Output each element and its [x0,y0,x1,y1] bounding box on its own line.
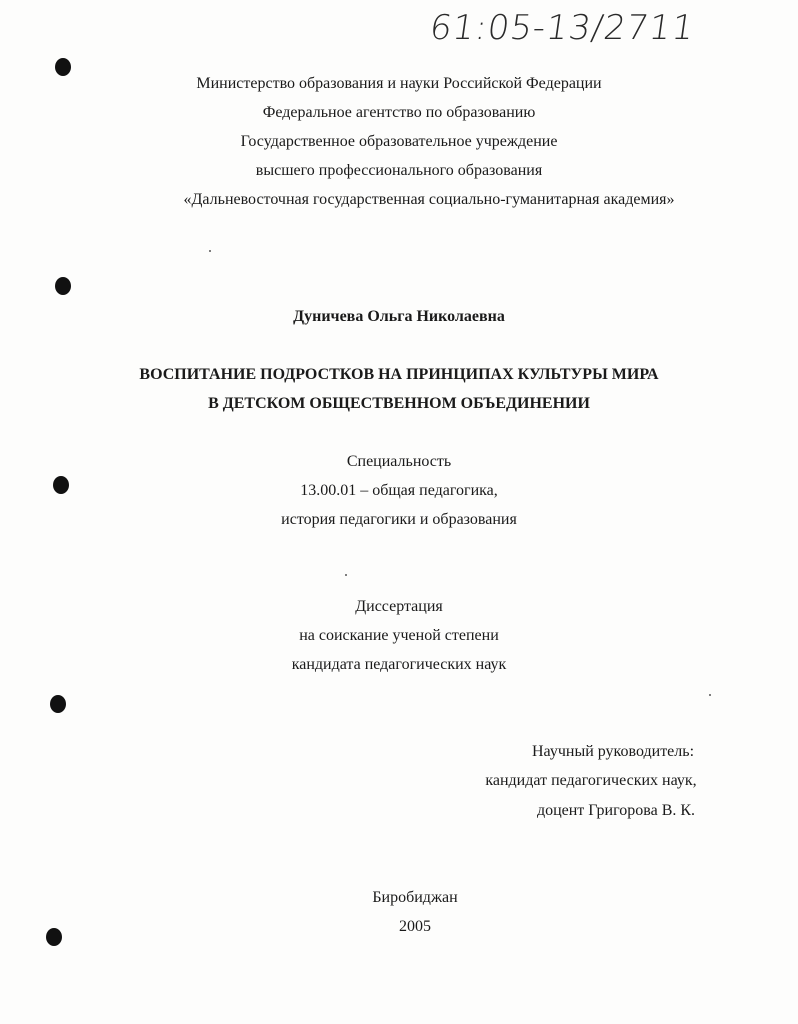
city: Биробиджан [372,889,458,906]
scan-speck [209,250,211,252]
binder-hole-4 [50,695,66,713]
institution-line-academy: «Дальневосточная государственная социально-гуманитарная академия» [183,191,675,208]
title-line-1: ВОСПИТАНИЕ ПОДРОСТКОВ НА ПРИНЦИПАХ КУЛЬТУРЫ МИРА [139,366,659,383]
degree-line-3: кандидата педагогических наук [291,656,507,673]
year: 2005 [399,918,431,935]
institution-line-ministry: Министерство образования и науки Российской Федерации [196,75,602,92]
title-line-2: В ДЕТСКОМ ОБЩЕСТВЕННОМ ОБЪЕДИНЕНИИ [208,395,590,412]
supervisor-name: доцент Григорова В. К. [536,802,696,819]
supervisor-degree: кандидат педагогических наук, [485,772,697,789]
institution-line-agency: Федеральное агентство по образованию [262,104,536,121]
degree-line-1: Диссертация [355,598,443,615]
author-name: Дуничева Ольга Николаевна [293,308,505,325]
scan-speck [709,694,711,696]
specialty-name: история педагогики и образования [281,511,517,528]
supervisor-label: Научный руководитель: [531,743,695,760]
scan-speck [345,574,347,576]
archive-code-handwritten: 61:05-13/2711 [427,8,698,48]
institution-line-type: Государственное образовательное учреждение [240,133,558,150]
specialty-label: Специальность [346,453,452,470]
binder-hole-2 [55,277,71,295]
specialty-code: 13.00.01 – общая педагогика, [300,482,498,499]
degree-line-2: на соискание ученой степени [299,627,499,644]
institution-line-level: высшего профессионального образования [255,162,543,179]
